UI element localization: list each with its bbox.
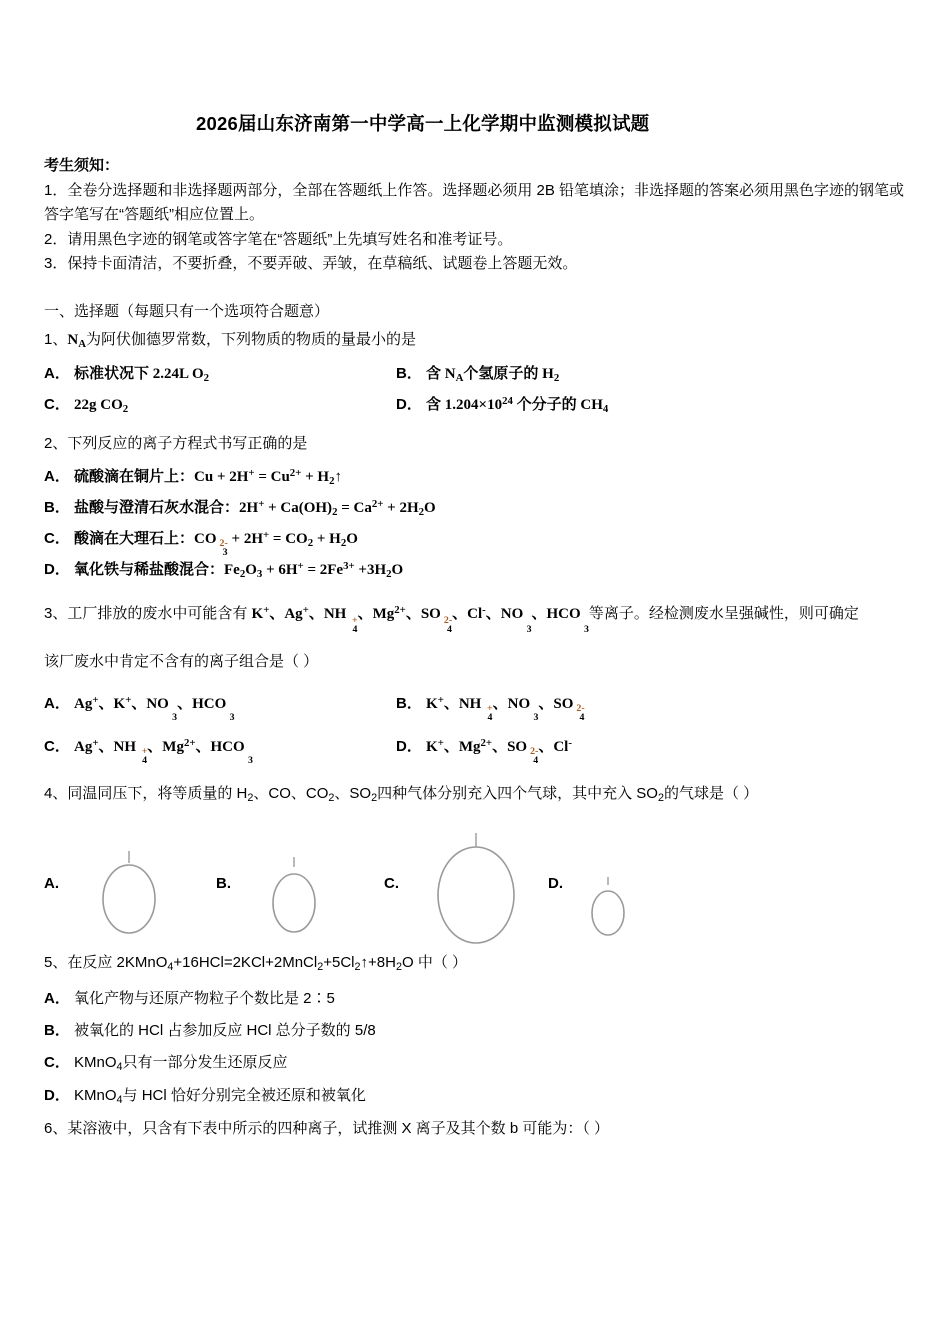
- question-3-stem-line-1: 3、工厂排放的废水中可能含有 K+、Ag+、NH + 4 、$Mg^{2+}$、SO 2- 4 、Cl-、NO 3 、HCO 3 等离子。经检测废水呈强碱性，则可确定: [44, 603, 859, 636]
- balloon-label-B: B.: [216, 874, 231, 892]
- option-1B[interactable]: B． 含 $N_A$个氢原子的 $H_2$: [396, 365, 560, 385]
- question-2-option-A-row: [44, 465, 908, 487]
- balloon-shape-d: [582, 871, 634, 943]
- question-3-options-row-2: [44, 735, 908, 767]
- notice-heading: 考生须知：: [44, 157, 120, 174]
- q2-text: 下列反应的离子方程式书写正确的是: [67, 434, 308, 452]
- page-content: [44, 110, 908, 1145]
- balloon-shape-b: [262, 847, 326, 941]
- option-3D[interactable]: D． K+、$Mg^{2+}$、SO 2- 4 、Cl-: [396, 736, 572, 767]
- q1-number: 1、: [44, 331, 68, 349]
- notice-line-2: 2．请用黑色字迹的钢笔或答字笔在“答题纸”上先填写姓名和准考证号。: [44, 230, 513, 248]
- option-2D[interactable]: D． 氧化铁与稀盐酸混合：$Fe_2O_3 + 6H^+ = 2Fe^{3+} +3H_2O$: [44, 559, 404, 580]
- q3-number: 3、: [44, 604, 68, 622]
- option-5B[interactable]: B． 被氧化的 HCl 占参加反应 HCl 总分子数的 5/8: [44, 1022, 376, 1040]
- question-2-option-C-row: [44, 527, 908, 559]
- q5-number: 5、: [44, 953, 68, 971]
- balloon-shape-c: [426, 821, 526, 949]
- notice-line-3: 3．保持卡面清洁，不要折叠，不要弄破、弄皱，在草稿纸、试题卷上答题无效。: [44, 254, 578, 272]
- q6-text: 某溶液中，只含有下表中所示的四种离子，试推测 X 离子及其个数 b 可能为：（ ）: [67, 1120, 610, 1138]
- q6-number: 6、: [44, 1120, 68, 1138]
- question-1-options-row-2: [44, 393, 908, 415]
- question-2-option-D-row: [44, 558, 908, 580]
- option-2B[interactable]: B． 盐酸与澄清石灰水混合：$2H^+ + Ca(OH)_2 = Ca^{2+} + 2H_2O$: [44, 497, 436, 518]
- question-1-options-row-1: [44, 362, 908, 384]
- option-5D[interactable]: D． KMnO$_4$与 HCl 恰好分别完全被还原和被氧化: [44, 1087, 366, 1107]
- page-title: 2026届山东济南第一中学高一上化学期中监测模拟试题: [196, 113, 650, 134]
- balloon-shape-a: [94, 837, 164, 941]
- q1-na: $N_A$: [67, 332, 86, 351]
- option-2C[interactable]: C． 酸滴在大理石上：CO 2- 3 + $2H^+ = CO_2 + H_2O$: [44, 528, 358, 559]
- question-6-stem: [44, 1117, 908, 1141]
- q2-number: 2、: [44, 434, 68, 452]
- option-3A[interactable]: A． Ag+、K+、NO 3 、HCO 3: [44, 693, 235, 723]
- q4-number: 4、: [44, 784, 68, 802]
- option-3C[interactable]: C． Ag+、NH + 4 、$Mg^{2+}$、HCO 3: [44, 736, 253, 767]
- section-heading: 一、选择题（每题只有一个选项符合题意）: [44, 303, 330, 321]
- question-2-option-B-row: [44, 496, 908, 518]
- question-4-stem: 4、同温同压下，将等质量的 $H_2$、CO、$CO_2$、$SO_2$四种气体分别充入四个气球，其中充入 $SO_2$的气球是（ ）: [44, 784, 759, 804]
- balloon-label-D: D.: [548, 874, 563, 892]
- notice-line-1: 1．全卷分选择题和非选择题两部分，全部在答题纸上作答。选择题必须用 2B 铅笔填涂；非选择题的答案必须用黑色字迹的钢笔或答字笔写在“答题纸”相应位置上。: [44, 182, 905, 224]
- spacer: [44, 276, 908, 292]
- balloon-label-C: C.: [384, 874, 399, 892]
- question-3-options-row-1: [44, 692, 908, 724]
- question-2-stem: [44, 432, 908, 456]
- q1-rest: 为阿伏伽德罗常数，下列物质的物质的量最小的是: [86, 331, 417, 349]
- option-1D[interactable]: D． 含 $1.204\times 10^{24}$ 个分子的 $CH_4$: [396, 395, 609, 416]
- question-3-stem-line-2: 该厂废水中肯定不含有的离子组合是（ ）: [44, 652, 319, 670]
- option-5A[interactable]: A． 氧化产物与还原产物粒子个数比是 2∶5: [44, 990, 335, 1008]
- option-1C[interactable]: C． 22g $CO_2$: [44, 396, 129, 416]
- balloon-label-A: A.: [44, 874, 59, 892]
- question-5-options: [44, 987, 908, 1106]
- question-1-stem: [44, 328, 908, 353]
- question-4-balloon-figures: [44, 829, 908, 941]
- option-5C[interactable]: C． KMnO$_4$只有一部分发生还原反应: [44, 1054, 288, 1074]
- question-5-stem: 5、在反应 $2KMnO_4+16HCl=2KCl+2MnCl_2+5Cl_2↑+8H_2O$ 中（ ）: [44, 953, 467, 973]
- option-2A[interactable]: A． 硫酸滴在铜片上：$Cu + 2H^+ = Cu^{2+}$ + $H_2↑$: [44, 466, 342, 487]
- option-3B[interactable]: B． K+、NH + 4 、NO 3 、SO 2- 4: [396, 693, 585, 724]
- option-1A[interactable]: A． 标准状况下 2.24L $O_2$: [44, 365, 210, 385]
